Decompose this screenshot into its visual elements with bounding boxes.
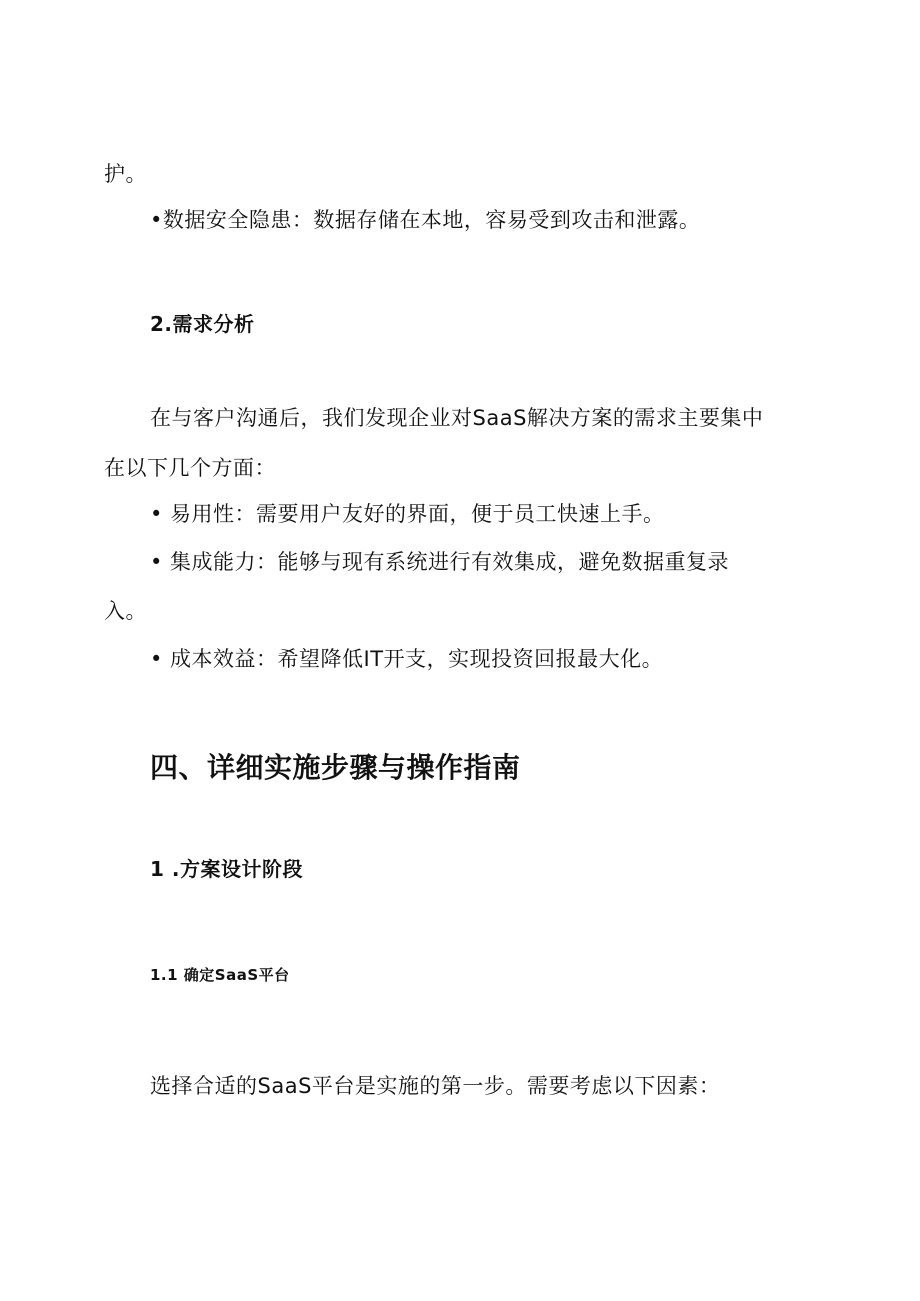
bullet-usability: • 易用性：需要用户友好的界面，便于员工快速上手。 bbox=[150, 502, 665, 526]
bullet-integration-line-2: 入。 bbox=[104, 599, 147, 623]
paragraph-platform-selection: 选择合适的SaaS平台是实施的第一步。需要考虑以下因素： bbox=[150, 1074, 721, 1098]
subsection-heading-saas-platform: 1.1 确定SaaS平台 bbox=[150, 966, 290, 984]
bullet-data-security: •数据安全隐患：数据存储在本地，容易受到攻击和泄露。 bbox=[150, 208, 701, 232]
paragraph-requirements-line-1: 在与客户沟通后，我们发现企业对SaaS解决方案的需求主要集中 bbox=[150, 406, 764, 430]
bullet-cost-benefit: • 成本效益：希望降低IT开支，实现投资回报最大化。 bbox=[150, 647, 664, 671]
paragraph-requirements-line-2: 在以下几个方面： bbox=[104, 456, 276, 480]
bullet-integration-line-1: • 集成能力：能够与现有系统进行有效集成，避免数据重复录 bbox=[150, 550, 730, 574]
section-heading-design-phase: 1 .方案设计阶段 bbox=[150, 857, 303, 881]
chapter-heading-implementation: 四、详细实施步骤与操作指南 bbox=[150, 751, 521, 784]
paragraph-continuation: 护。 bbox=[104, 162, 147, 186]
section-heading-requirements: 2.需求分析 bbox=[150, 312, 255, 336]
